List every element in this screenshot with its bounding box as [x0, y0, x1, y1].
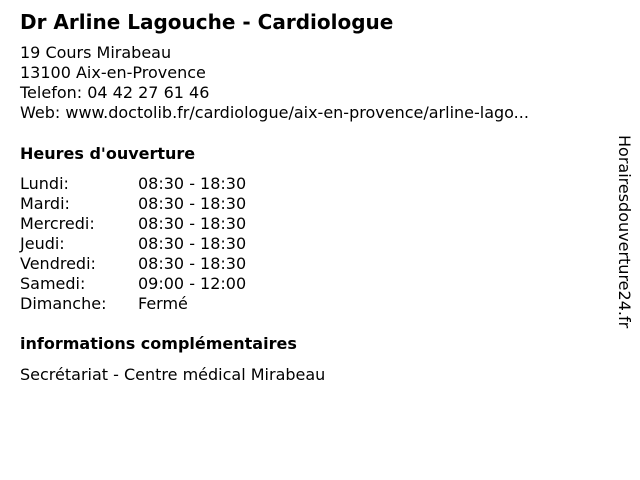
hours-time: 08:30 - 18:30: [138, 254, 247, 273]
hours-time: 08:30 - 18:30: [138, 234, 247, 253]
hours-heading: Heures d'ouverture: [20, 144, 196, 163]
hours-day: Vendredi:: [20, 254, 96, 273]
hours-row-saturday: [20, 274, 246, 294]
city-address: 13100 Aix-en-Provence: [20, 63, 206, 82]
hours-time: Fermé: [138, 294, 188, 313]
street-address: 19 Cours Mirabeau: [20, 43, 172, 62]
hours-time: 08:30 - 18:30: [138, 194, 247, 213]
extra-info-heading: informations complémentaires: [20, 334, 297, 353]
hours-day: Jeudi:: [20, 234, 65, 253]
hours-time: 09:00 - 12:00: [138, 274, 247, 293]
hours-row-friday: [20, 254, 246, 274]
website-link[interactable]: Web: www.doctolib.fr/cardiologue/aix-en-provence/arline-lago...: [20, 103, 529, 122]
opening-hours-table: [20, 174, 246, 314]
hours-row-tuesday: [20, 194, 246, 214]
hours-time: 08:30 - 18:30: [138, 214, 247, 233]
hours-time: 08:30 - 18:30: [138, 174, 247, 193]
hours-day: Lundi:: [20, 174, 69, 193]
phone-number: Telefon: 04 42 27 61 46: [20, 83, 210, 102]
hours-day: Mercredi:: [20, 214, 95, 233]
extra-info-text: Secrétariat - Centre médical Mirabeau: [20, 365, 326, 384]
hours-row-monday: [20, 174, 246, 194]
hours-row-wednesday: [20, 214, 246, 234]
hours-day: Samedi:: [20, 274, 86, 293]
address-block: [20, 43, 529, 123]
hours-row-thursday: [20, 234, 246, 254]
hours-day: Mardi:: [20, 194, 70, 213]
page-title: Dr Arline Lagouche - Cardiologue: [20, 10, 394, 34]
hours-day: Dimanche:: [20, 294, 107, 313]
hours-row-sunday: [20, 294, 246, 314]
site-watermark: Horairesdouverture24.fr: [615, 135, 634, 329]
